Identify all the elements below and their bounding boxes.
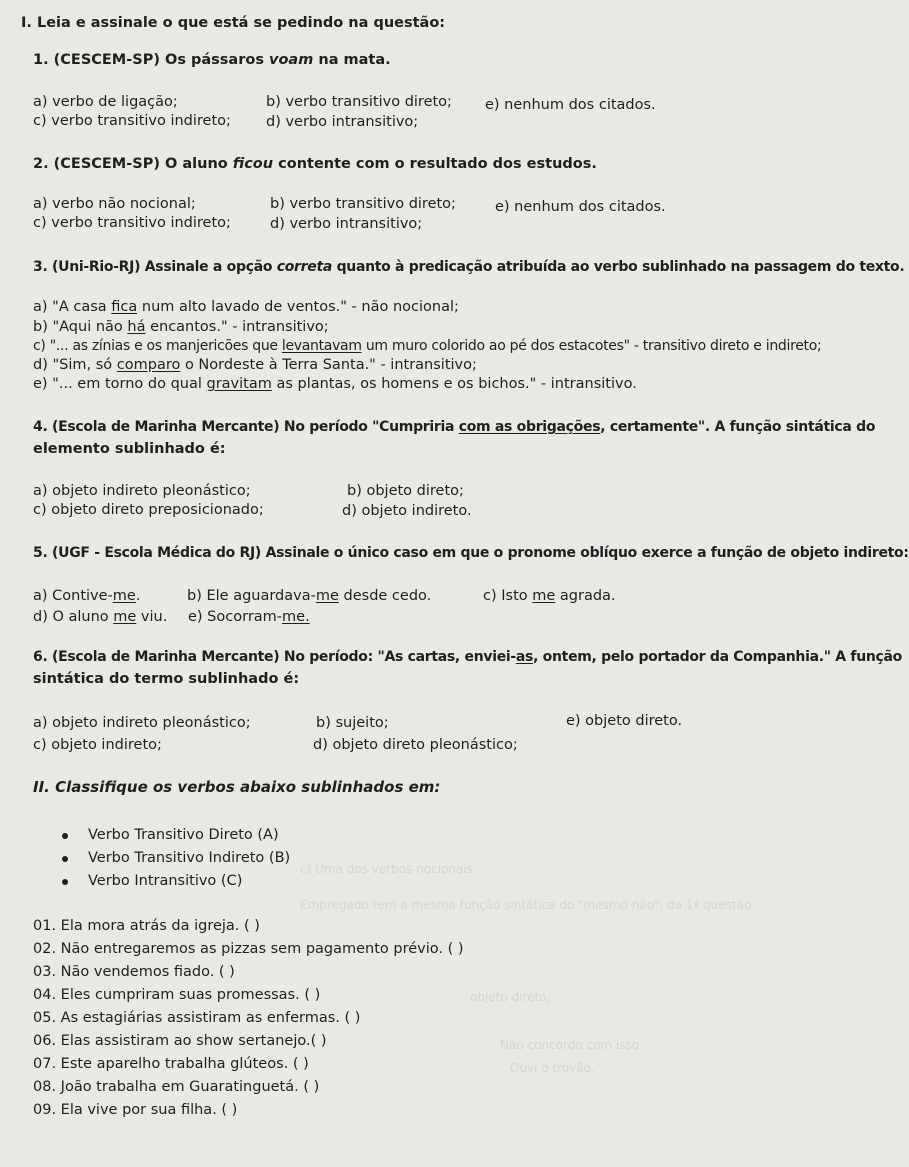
q5-d-post: viu.	[136, 609, 168, 625]
q1-verb: voam	[269, 52, 314, 68]
q3-b-verb: há	[127, 319, 146, 335]
q3-c-post: um muro colorido ao pé dos estacotes" - transitivo direto e indireto;	[361, 338, 822, 354]
q5-c-post: agrada.	[555, 588, 616, 604]
q4-option-c: c) objeto direto preposicionado;	[33, 502, 264, 518]
q2-option-b: b) verbo transitivo direto;	[270, 196, 456, 212]
legend-item-a: Verbo Transitivo Direto (A)	[88, 827, 279, 843]
exercise-item-07: 07. Este aparelho trabalha glúteos. ( )	[33, 1056, 309, 1072]
q4-option-d: d) objeto indireto.	[342, 503, 472, 519]
q3-stem-post: quanto à predicação atribuída ao verbo sublinhado na passagem do texto.	[332, 259, 905, 275]
q3-option-e	[33, 375, 637, 393]
q3-option-b	[33, 318, 329, 336]
q1-stem-pre: 1. (CESCEM-SP) Os pássaros	[33, 52, 270, 68]
q1-option-c: c) verbo transitivo indireto;	[33, 113, 231, 129]
show-through-text: Ouvi o trovão.	[510, 1061, 595, 1075]
show-through-text: Não concordo com isso.	[500, 1038, 643, 1052]
q3-a-post: num alto lavado de ventos." - não nocional;	[137, 299, 459, 315]
q2-stem-post: contente com o resultado dos estudos.	[273, 156, 597, 172]
q6-option-a: a) objeto indireto pleonástico;	[33, 715, 251, 731]
question-2-stem	[33, 155, 597, 173]
q5-e-pre: e) Socorram-	[188, 609, 283, 625]
q5-b-pronoun: me	[315, 588, 339, 604]
q6-option-c: c) objeto indireto;	[33, 737, 162, 753]
q1-option-a: a) verbo de ligação;	[33, 94, 178, 110]
exercise-item-08: 08. João trabalha em Guaratinguetá. ( )	[33, 1079, 320, 1095]
q6-option-b: b) sujeito;	[316, 715, 389, 731]
section-2-title: II. Classifique os verbos abaixo sublinhados em:	[33, 778, 441, 796]
legend-item-c: Verbo Intransitivo (C)	[88, 873, 243, 889]
q6-option-e: e) objeto direto.	[566, 713, 683, 729]
q5-e-pronoun: me.	[282, 609, 310, 625]
q6-option-d: d) objeto direto pleonástico;	[313, 737, 518, 753]
question-4-stem-line2: elemento sublinhado é:	[33, 441, 226, 457]
q5-b-pre: b) Ele aguardava-	[187, 588, 316, 604]
q5-option-b	[187, 587, 431, 605]
q2-option-a: a) verbo não nocional;	[33, 196, 196, 212]
q2-verb: ficou	[232, 156, 274, 172]
q2-option-c: c) verbo transitivo indireto;	[33, 215, 231, 231]
q4-stem-pre: 4. (Escola de Marinha Mercante) No período "Cumpriria	[33, 419, 459, 435]
q5-a-pronoun: me	[112, 588, 136, 604]
exercise-item-06: 06. Elas assistiram ao show sertanejo.( )	[33, 1033, 327, 1049]
q5-option-a	[33, 587, 140, 605]
question-1-stem	[33, 51, 391, 69]
q6-stem-pre: 6. (Escola de Marinha Mercante) No período: "As cartas, enviei-	[33, 649, 516, 665]
q3-e-post: as plantas, os homens e os bichos." - intransitivo.	[271, 376, 637, 392]
exercise-item-05: 05. As estagiárias assistiram as enfermas. ( )	[33, 1010, 361, 1026]
q6-underlined: as	[515, 649, 534, 665]
q1-stem-post: na mata.	[313, 52, 391, 68]
q5-option-c	[483, 587, 616, 605]
q3-c-verb: levantavam	[281, 338, 362, 354]
question-5-stem: 5. (UGF - Escola Médica do RJ) Assinale o único caso em que o pronome oblíquo exerce a função de objeto indireto:	[33, 545, 909, 561]
legend-item-b: Verbo Transitivo Indireto (B)	[88, 850, 291, 866]
question-6-stem	[33, 648, 902, 666]
q5-c-pronoun: me	[532, 588, 556, 604]
exercise-item-01: 01. Ela mora atrás da igreja. ( )	[33, 918, 260, 934]
q2-option-e: e) nenhum dos citados.	[495, 199, 666, 215]
show-through-text: objeto direto;	[470, 990, 551, 1004]
question-6-stem-line2: sintática do termo sublinhado é:	[33, 671, 300, 687]
q3-c-pre: c) "... as zínias e os manjericões que	[33, 338, 282, 354]
q5-option-d	[33, 608, 167, 626]
q3-d-post: o Nordeste à Terra Santa." - intransitivo;	[180, 357, 477, 373]
q1-option-d: d) verbo intransitivo;	[266, 114, 419, 130]
q5-option-e	[188, 608, 310, 626]
q3-b-post: encantos." - intransitivo;	[145, 319, 329, 335]
show-through-text: c) Uma dos verbos nocionais	[300, 862, 473, 876]
q3-option-a	[33, 298, 459, 316]
q5-b-post: desde cedo.	[338, 588, 432, 604]
q3-d-verb: comparo	[116, 357, 181, 373]
q3-e-verb: gravitam	[206, 376, 272, 392]
exercise-item-04: 04. Eles cumpriram suas promessas. ( )	[33, 987, 321, 1003]
section-1-title: I. Leia e assinale o que está se pedindo na questão:	[21, 15, 446, 31]
q1-option-e: e) nenhum dos citados.	[485, 97, 656, 113]
q5-c-pre: c) Isto	[483, 588, 533, 604]
bullet-icon	[62, 879, 68, 885]
bullet-icon	[62, 833, 68, 839]
q3-b-pre: b) "Aqui não	[33, 319, 128, 335]
exercise-item-03: 03. Não vendemos fiado. ( )	[33, 964, 235, 980]
question-4-stem	[33, 418, 875, 436]
q3-word: correta	[276, 259, 332, 275]
q5-d-pronoun: me	[113, 609, 137, 625]
q4-underlined: com as obrigações	[458, 419, 601, 435]
q3-d-pre: d) "Sim, só	[33, 357, 117, 373]
q4-option-a: a) objeto indireto pleonástico;	[33, 483, 251, 499]
q3-e-pre: e) "... em torno do qual	[33, 376, 207, 392]
exercise-item-02: 02. Não entregaremos as pizzas sem pagamento prévio. ( )	[33, 941, 464, 957]
q1-option-b: b) verbo transitivo direto;	[266, 94, 452, 110]
show-through-text: Empregado tem a mesma função sintática do "mesmo não", da 1ª questão	[300, 898, 752, 912]
q2-stem-pre: 2. (CESCEM-SP) O aluno	[33, 156, 233, 172]
q5-d-pre: d) O aluno	[33, 609, 114, 625]
q3-option-c	[33, 337, 821, 355]
q5-a-pre: a) Contive-	[33, 588, 113, 604]
q2-option-d: d) verbo intransitivo;	[270, 216, 423, 232]
q3-option-d	[33, 356, 477, 374]
q3-a-pre: a) "A casa	[33, 299, 112, 315]
exercise-item-09: 09. Ela vive por sua filha. ( )	[33, 1102, 238, 1118]
q3-stem-pre: 3. (Uni-Rio-RJ) Assinale a opção	[33, 259, 277, 275]
q3-a-verb: fica	[111, 299, 138, 315]
question-3-stem	[33, 258, 904, 276]
q4-stem-post: , certamente". A função sintática do	[600, 419, 876, 435]
bullet-icon	[62, 856, 68, 862]
q4-option-b: b) objeto direto;	[347, 483, 464, 499]
q5-a-post: .	[135, 588, 141, 604]
q6-stem-post: , ontem, pelo portador da Companhia." A função	[533, 649, 903, 665]
